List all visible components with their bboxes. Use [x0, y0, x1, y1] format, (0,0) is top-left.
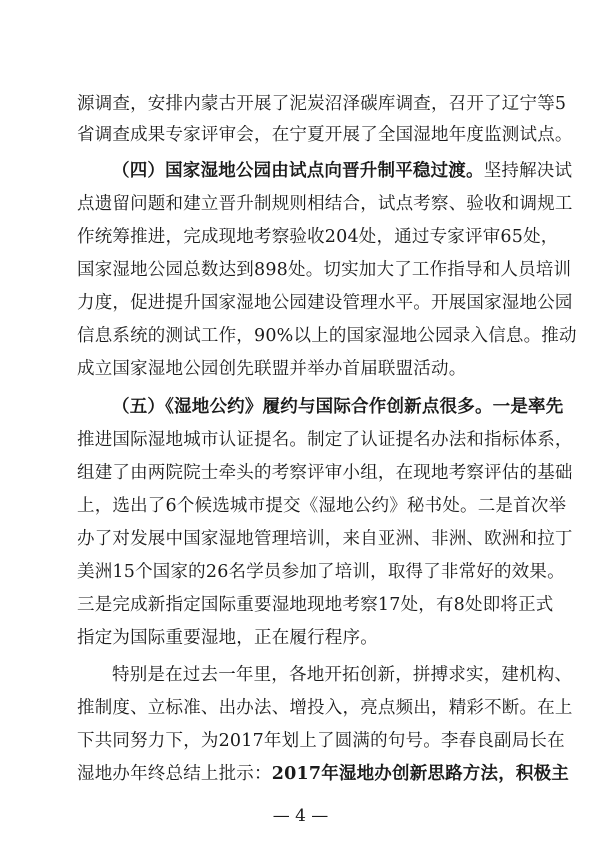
- paragraph-line: [77, 193, 573, 215]
- line-text: 上，选出了6个候选城市提交《湿地公约》秘书处。二是首次举: [77, 496, 567, 516]
- line-text: 三是完成新指定国际重要湿地现地考察17处，有8处即将正式: [77, 595, 554, 615]
- line-text: 成立国家湿地公园创先联盟并举办首届联盟活动。: [77, 359, 467, 379]
- paragraph-line: [77, 226, 559, 248]
- line-text: 国家湿地公园总数达到898处。切实加大了工作指导和人员培训: [77, 260, 572, 280]
- line-text: 点遗留问题和建立晋升制规则相结合，试点考察、验收和调规工: [77, 194, 573, 214]
- section-heading-line: [112, 160, 573, 182]
- paragraph-line: [77, 429, 573, 451]
- paragraph-line: [77, 730, 565, 752]
- paragraph-line: [77, 124, 573, 146]
- paragraph-line: [77, 594, 554, 616]
- paragraph-line: [77, 93, 567, 115]
- line-text: 推制度、立标准、出办法、增投入，亮点频出，精彩不断。在上: [77, 698, 573, 718]
- paragraph-line: [77, 697, 573, 719]
- paragraph-line: [112, 664, 573, 686]
- line-text: 美洲15个国家的26名学员参加了培训，取得了非常好的效果。: [77, 562, 565, 582]
- section-heading: （四）国家湿地公园由试点向晋升制平稳过渡。: [112, 161, 484, 181]
- paragraph-line: [77, 528, 573, 550]
- line-text: 办了对发展中国家湿地管理培训，来自亚洲、非洲、欧洲和拉丁: [77, 529, 573, 549]
- line-text: 指定为国际重要湿地，正在履行程序。: [77, 628, 378, 648]
- line-text: 一是率先: [492, 397, 564, 417]
- paragraph-line: [77, 292, 573, 314]
- paragraph-line: [77, 358, 527, 380]
- section-heading-line: [112, 396, 564, 418]
- line-text: 省调查成果专家评审会，在宁夏开展了全国湿地年度监测试点。: [77, 125, 573, 145]
- paragraph-line: [77, 763, 570, 785]
- line-text: 信息系统的测试工作，90%以上的国家湿地公园录入信息。推动: [77, 326, 577, 346]
- paragraph-line: [77, 627, 527, 649]
- line-text: 源调查，安排内蒙古开展了泥炭沼泽碳库调查，召开了辽宁等5: [77, 94, 567, 114]
- line-text: 特别是在过去一年里，各地开拓创新，拼搏求实，建机构、: [112, 665, 573, 685]
- line-text: 力度，促进提升国家湿地公园建设管理水平。开展国家湿地公园: [77, 293, 573, 313]
- line-text: 推进国际湿地城市认证提名。制定了认证提名办法和指标体系，: [77, 430, 573, 450]
- line-text: 下共同努力下，为2017年划上了圆满的句号。李春良副局长在: [77, 731, 565, 751]
- line-text: 作统筹推进，完成现地考察验收204处，通过专家评审65处，: [77, 227, 559, 247]
- line-text: 组建了由两院院士牵头的考察评审小组，在现地考察评估的基础: [77, 463, 573, 483]
- paragraph-line: [77, 495, 567, 517]
- bold-quote: 2017年湿地办创新思路方法，积极主: [271, 764, 570, 784]
- page-number: — 4 —: [272, 806, 329, 826]
- paragraph-line: [77, 259, 572, 281]
- paragraph-line: [77, 462, 573, 484]
- paragraph-line: [77, 561, 565, 583]
- paragraph-line: [77, 325, 577, 347]
- line-text: 湿地办年终总结上批示：: [77, 764, 272, 784]
- line-text: 坚持解决试: [483, 161, 573, 181]
- section-heading: （五）《湿地公约》履约与国际合作创新点很多。: [112, 397, 493, 417]
